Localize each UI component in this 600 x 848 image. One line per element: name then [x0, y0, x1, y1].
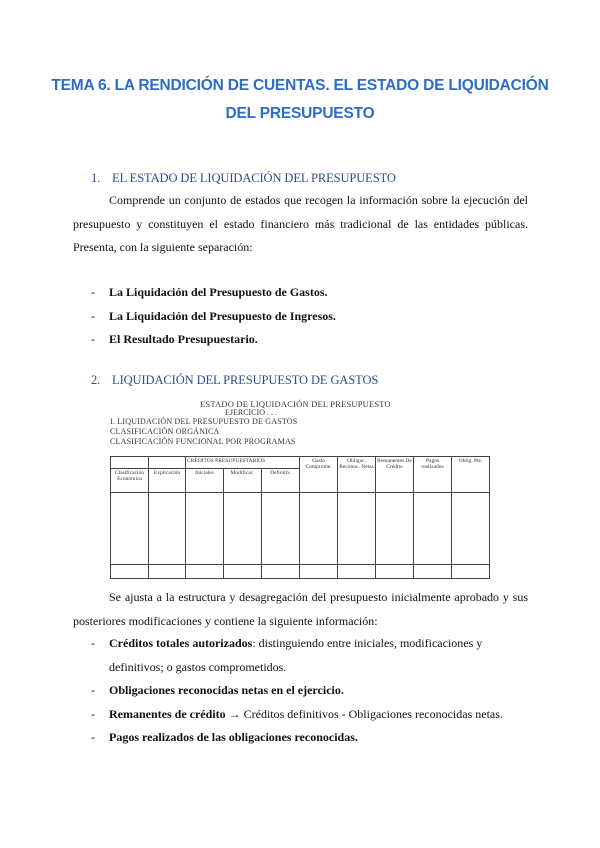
list-item-bold: Créditos totales autorizados [109, 636, 253, 650]
form-col-gasto: Gasto Comprome. [300, 457, 338, 493]
form-col-oblig-net: Obligac. Reconoc. Netas [338, 457, 376, 493]
section-1-number: 1. [91, 171, 101, 185]
form-line: I. LIQUIDACIÓN DEL PRESUPUESTO DE GASTOS [110, 417, 298, 426]
section-1-heading-text: EL ESTADO DE LIQUIDACIÓN DEL PRESUPUESTO [112, 171, 396, 185]
list-item-text: La Liquidación del Presupuesto de Ingresos. [109, 308, 336, 323]
title-line-1: TEMA 6. LA RENDICIÓN DE CUENTAS. EL ESTADO DE LIQUIDACIÓN [51, 77, 549, 94]
section-1-paragraph [73, 189, 528, 260]
section-2-number: 2. [91, 373, 101, 387]
list-item: - Obligaciones reconocidas netas en el ejercicio. [91, 683, 344, 697]
form-cell [111, 457, 149, 469]
form-cell [149, 457, 186, 469]
list-item: - La Liquidación del Presupuesto de Gastos. [91, 285, 328, 299]
section-1-heading [91, 171, 396, 186]
form-col-oblig-pte: Oblig. Pte. [452, 457, 490, 493]
form-line: CLASIFICACIÓN ORGÁNICA [110, 427, 220, 436]
form-col-definitiv: Definitiv. [262, 469, 300, 493]
section-2-paragraph [73, 586, 528, 633]
form-col-modificac: Modificac. [224, 469, 262, 493]
section-2-list [91, 632, 531, 750]
list-item-rest: : distinguiendo entre iniciales, modificaciones y definitivos; o gastos comprometidos. [109, 636, 483, 674]
form-col-iniciales: Iniciales [186, 469, 224, 493]
list-item-text: El Resultado Presupuestario. [109, 332, 258, 346]
list-item-rest: → Créditos definitivos - Obligaciones reconocidas netas. [225, 706, 503, 721]
list-item: - La Liquidación del Presupuesto de Ingresos. [91, 308, 336, 323]
form-subtitle: EJERCICIO . . . [225, 408, 277, 417]
section-1-list [91, 281, 531, 352]
form-col-clasif: Clasificación Económica [111, 469, 149, 493]
list-item: - Remanentes de crédito → Créditos definitivos - Obligaciones reconocidas netas. [91, 706, 503, 721]
section-2-heading [91, 373, 378, 388]
list-item: - Pagos realizados de las obligaciones reconocidas. [91, 730, 358, 744]
page-title [40, 72, 560, 128]
section-2-paragraph-text: Se ajusta a la estructura y desagregación del presupuesto inicialmente aprobado y sus posteriores modificaciones y contiene la siguiente información: [73, 590, 528, 628]
form-group-header: CRÉDITOS PRESUPUESTARIOS [186, 457, 300, 469]
form-col-remanentes: Remanentes De Crédito [376, 457, 414, 493]
form-col-explicacion: Explicación [149, 469, 186, 493]
section-1-paragraph-text: Comprende un conjunto de estados que recogen la información sobre la ejecución del presupuesto y constituyen el estado financiero más tradicional de las entidades públicas. Presenta, con la siguiente separación: [73, 193, 528, 254]
form-table [110, 456, 490, 579]
list-item: - El Resultado Presupuestario. [91, 332, 258, 346]
list-item-bold: Pagos realizados de las obligaciones reconocidas. [109, 730, 358, 744]
table-row [111, 493, 490, 565]
list-item-text: La Liquidación del Presupuesto de Gastos. [109, 285, 328, 299]
form-line: CLASIFICACIÓN FUNCIONAL POR PROGRAMAS [110, 437, 296, 446]
list-item-bold: Obligaciones reconocidas netas en el ejercicio. [109, 683, 344, 697]
table-row [111, 565, 490, 579]
section-2-heading-text: LIQUIDACIÓN DEL PRESUPUESTO DE GASTOS [112, 373, 379, 387]
liquidation-form-figure [110, 399, 490, 581]
list-item-bold: Remanentes de crédito [109, 706, 226, 721]
form-col-pagos: Pagos realizados [414, 457, 452, 493]
form-title: ESTADO DE LIQUIDACIÓN DEL PRESUPUESTO [200, 399, 391, 409]
title-line-2: DEL PRESUPUESTO [225, 105, 375, 122]
list-item: - Créditos totales autorizados: distinguiendo entre iniciales, modificaciones y definitivos; o gastos comprometidos. [91, 636, 483, 674]
